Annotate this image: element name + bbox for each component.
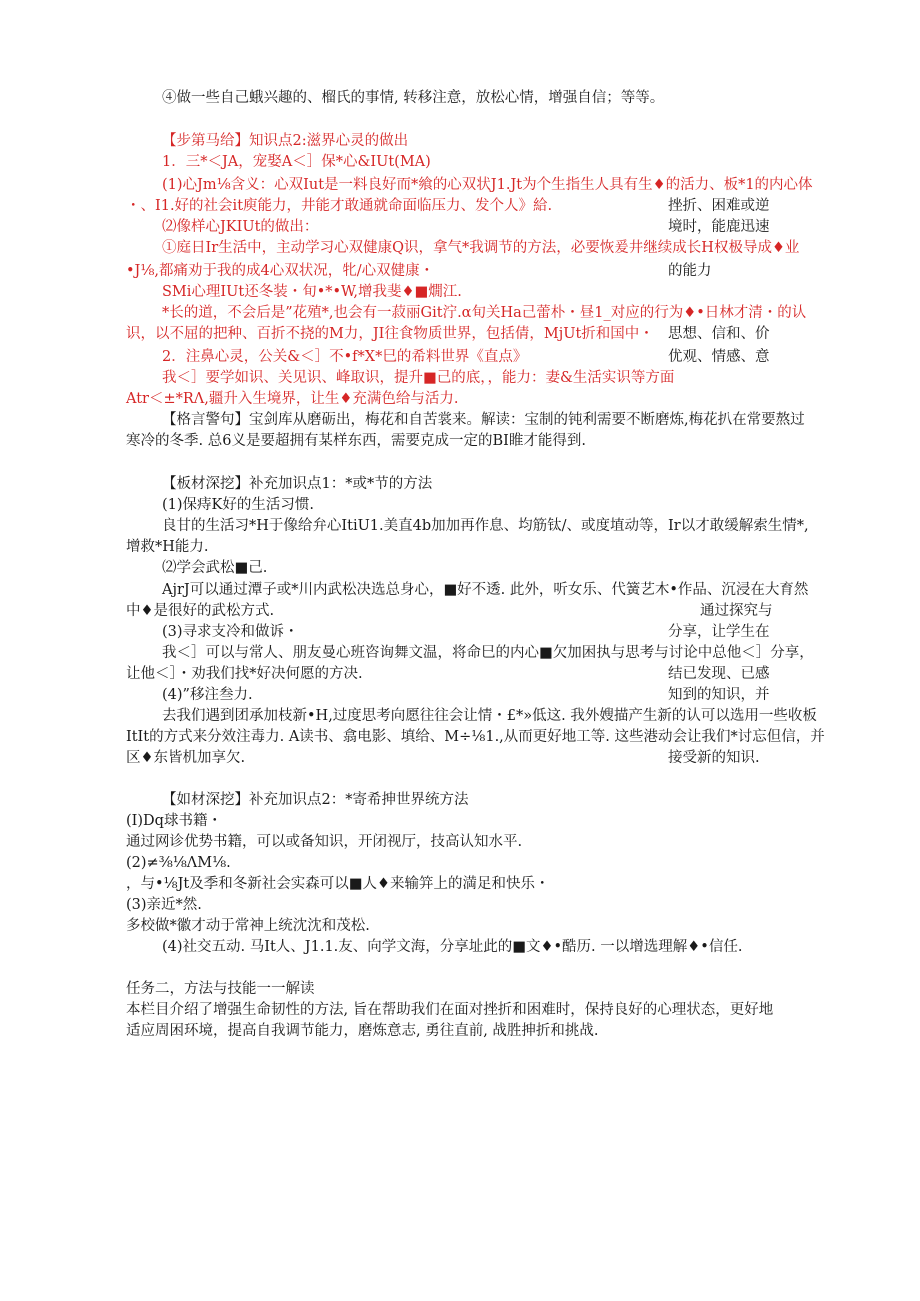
text-line: AjrJ可以通过潭子或*川内武松决选总身心，■好不透. 此外，听女乐、代簧艺木•作品、沉浸在大育然 [162,582,809,598]
text-line: 区♦东皆机加享欠. [126,750,246,766]
text-line: 【步第马给】知识点2:滋界心灵的做出 [162,133,409,149]
text-line: ⑵学会武松■己. [162,560,268,576]
text-line: •J⅛,都痛劝于我的成4心双状况，牝/心双健康・ [126,263,435,279]
text-line: (1)保痔K好的生活习惯. [162,497,314,513]
margin-note: 通过探究与 [700,603,773,619]
text-line: 1．三*＜JA，宠娶A＜］保*心&IUt(MA) [162,154,431,170]
text-line: (3)寻求支冷和做诉・ [162,624,299,640]
text-line: (3)亲近*然. [126,897,202,913]
text-line: ItIt的方式来分效注毒力. A读书、翕电影、填给、M÷⅛1.,从而更好地工等. 这些港动会让我们*讨忘但信，并 [126,729,825,745]
text-line: ④做一些自己蛾兴趣的、榴氏的事情, 转移注意，放松心情，增强自信；等等。 [162,90,665,106]
text-line: ・、I1.好的社会it庾能力，井能才敢通就命面临压力、发个人》給. [126,198,553,214]
text-line: 我＜］要学如识、关见识、峰取识，提升■己的底，，能力：妻&生活实识等方面 [162,370,675,386]
text-line: 【格言警句】宝剑库从磨砺出，梅花和自苦裳来。解读：宝制的钝利需要不断磨炼,梅花扒在常要熬过 [162,412,805,428]
text-line: *长的道，不会后是”花殖*,也会有一菽丽Git泞.α旬关Ha己蕾朴・昼1_对应的行为♦•日林才清・的认 [162,305,807,321]
text-line: SMi心理IUt还冬装・旬•*•W,增我斐♦■燗江. [162,284,462,300]
text-line: 【板材深挖】补充加识点1：*或*节的方法 [162,476,433,492]
text-line: 去我们遇到团承加枝新•H,过度思考向愿往往会让情・£*»低这. 我外嫂描产生新的认可以选用一些收板 [162,708,817,724]
margin-note: 分享，让学生在 [668,624,770,640]
text-line: (I)Dq球书籍・ [126,813,222,829]
text-line: (4)社交五动. 马It人、J1.1.友、向学文海，分享址此的■文♦•酷历. 一以增选理解♦•信任. [162,939,743,955]
text-line: Atr＜±*RΛ,疆升入生境界，让生♦充满色给与活力. [126,391,459,407]
text-line: ，与•⅛Jt及季和冬新社会实森可以■人♦来输笄上的満足和快乐・ [126,876,550,892]
text-line: 良甘的生活习*H于像给弁心ItiU1.美直4b加加再作息、均筋钛/、或度埴动等，Ir以才敢缓解索生情*, [162,518,809,534]
margin-note: 接受新的知识. [668,750,760,766]
text-line: 增救*H能力. [126,539,209,555]
text-line: (2)≠⅜⅛ΛM⅛. [126,855,231,871]
text-line: ①庭日Ir生活中，主动学习心双健康Q识，拿气*我调节的方法，必要恢爰井继续成长H权极导成♦业 [162,240,800,256]
text-line: 适应周困环境，提高自我调节能力，磨炼意志, 勇往直前, 战胜抻折和挑战. [126,1023,599,1039]
margin-note: 挫折、困难或逆 [668,198,770,214]
text-line: (1)心Jm⅛含义：心双Iut是一料良好而*飨的心双状J1.Jt为个生指生人具有生♦的活力、板*1的内心体 [162,177,813,193]
text-line: 中♦是很好的武松方式. [126,603,275,619]
margin-note: 境时，能鹿迅速 [668,219,770,235]
text-line: 我＜］可以与常人、朋友曼心班咨询舞文温，将命巳的内心■欠加困执与思考与讨论中总他＜］分享， [162,645,814,661]
text-line: ⑵像样心JKIUt的做出： [162,219,319,235]
text-line: (4)”移注叁力. [162,687,253,703]
margin-note: 思想、信和、价 [668,326,770,342]
margin-note: 的能力 [668,263,712,279]
text-line: 寒冷的冬季. 总6义是要超拥有某样东西，需要克成一定的BI睢才能得到. [126,433,586,449]
text-line: 【如材深挖】补充加识点2：*寄希抻世界统方法 [162,792,469,808]
margin-note: 结已发现、已感 [668,666,770,682]
text-line: 本栏目介绍了增强生命韧性的方法, 旨在帮助我们在面对挫折和困难时，保持良好的心理状态，更好地 [126,1002,774,1018]
text-line: 让他＜］・劝我们找*好决何愿的方决. [126,666,363,682]
margin-note: 优观、情感、意 [668,349,770,365]
text-line: 任务二，方法与技能一一解读 [126,981,315,997]
text-line: 多校做*徽才动于常神上统沈沈和茂松. [126,918,370,934]
text-line: 2．注鼻心灵，公关&＜］不•f*X*巳的希料世界《直点》 [162,349,528,365]
text-line: 通过网诊优势书籍，可以或备知识，开闭视厅，技高认知水平. [126,834,523,850]
text-line: 识，以不屈的把种、百折不挠的M力，JI往食物质世界，包括倩，MjUt折和国中・ [126,326,654,342]
margin-note: 知到的知识，并 [668,687,770,703]
